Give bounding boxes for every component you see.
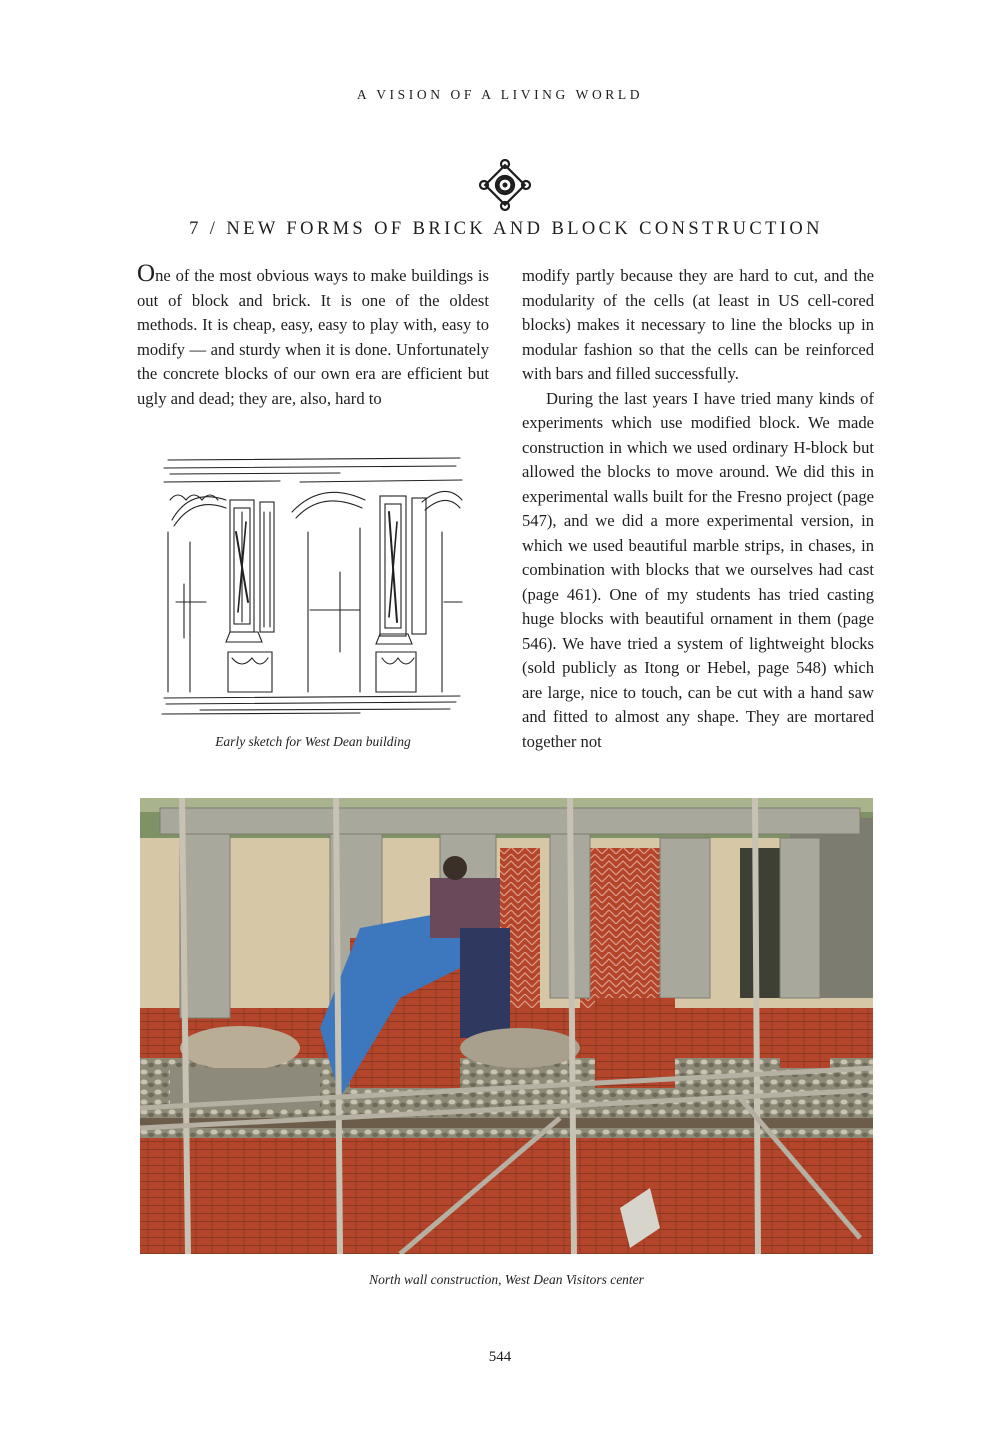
running-head: A VISION OF A LIVING WORLD <box>356 87 644 102</box>
sketch-caption: Early sketch for West Dean building <box>215 734 411 749</box>
celtic-knot-ornament-icon <box>478 158 532 212</box>
body-column-right <box>522 264 874 754</box>
drop-cap: O <box>137 260 156 287</box>
sketch-drawing <box>160 452 470 717</box>
left-paragraph-text: ne of the most obvious ways to make buildings is out of block and brick. It is one of the oldest methods. It is cheap, easy, easy to play with, easy to modify — and sturdy when it is done. Unfortunately the concrete blocks of our own era are efficient but ugly and dead; they are, also, hard to <box>137 266 489 408</box>
right-paragraph-1: modify partly because they are hard to cut, and the modularity of the cells (at least in US cell-cored blocks) makes it necessary to line the blocks up in modular fashion so that the cells can be reinforced with bars and filled successfully. <box>522 266 874 383</box>
body-column-left <box>137 260 489 411</box>
chapter-title: 7 / NEW FORMS OF BRICK AND BLOCK CONSTRUCTION <box>189 219 823 239</box>
construction-photo <box>140 798 873 1254</box>
left-paragraph <box>137 260 489 411</box>
photo-caption: North wall construction, West Dean Visitors center <box>369 1272 644 1287</box>
page-number: 544 <box>488 1349 512 1365</box>
right-paragraph-2: During the last years I have tried many kinds of experiments which use modified block. We made construction in which we used ordinary H-block but allowed the blocks to move around. We did this in experimental walls built for the Fresno project (page 547), and we did a more experimental version, in which we used beautiful marble strips, in chases, in combination with blocks that we ourselves had cast (page 461). One of my students has tried casting huge blocks with beautiful ornament in them (page 546). We have tried a system of lightweight blocks (sold publicly as Itong or Hebel, page 548) which are large, nice to touch, can be cut with a hand saw and fitted to almost any shape. They are mortared together not <box>522 388 874 751</box>
